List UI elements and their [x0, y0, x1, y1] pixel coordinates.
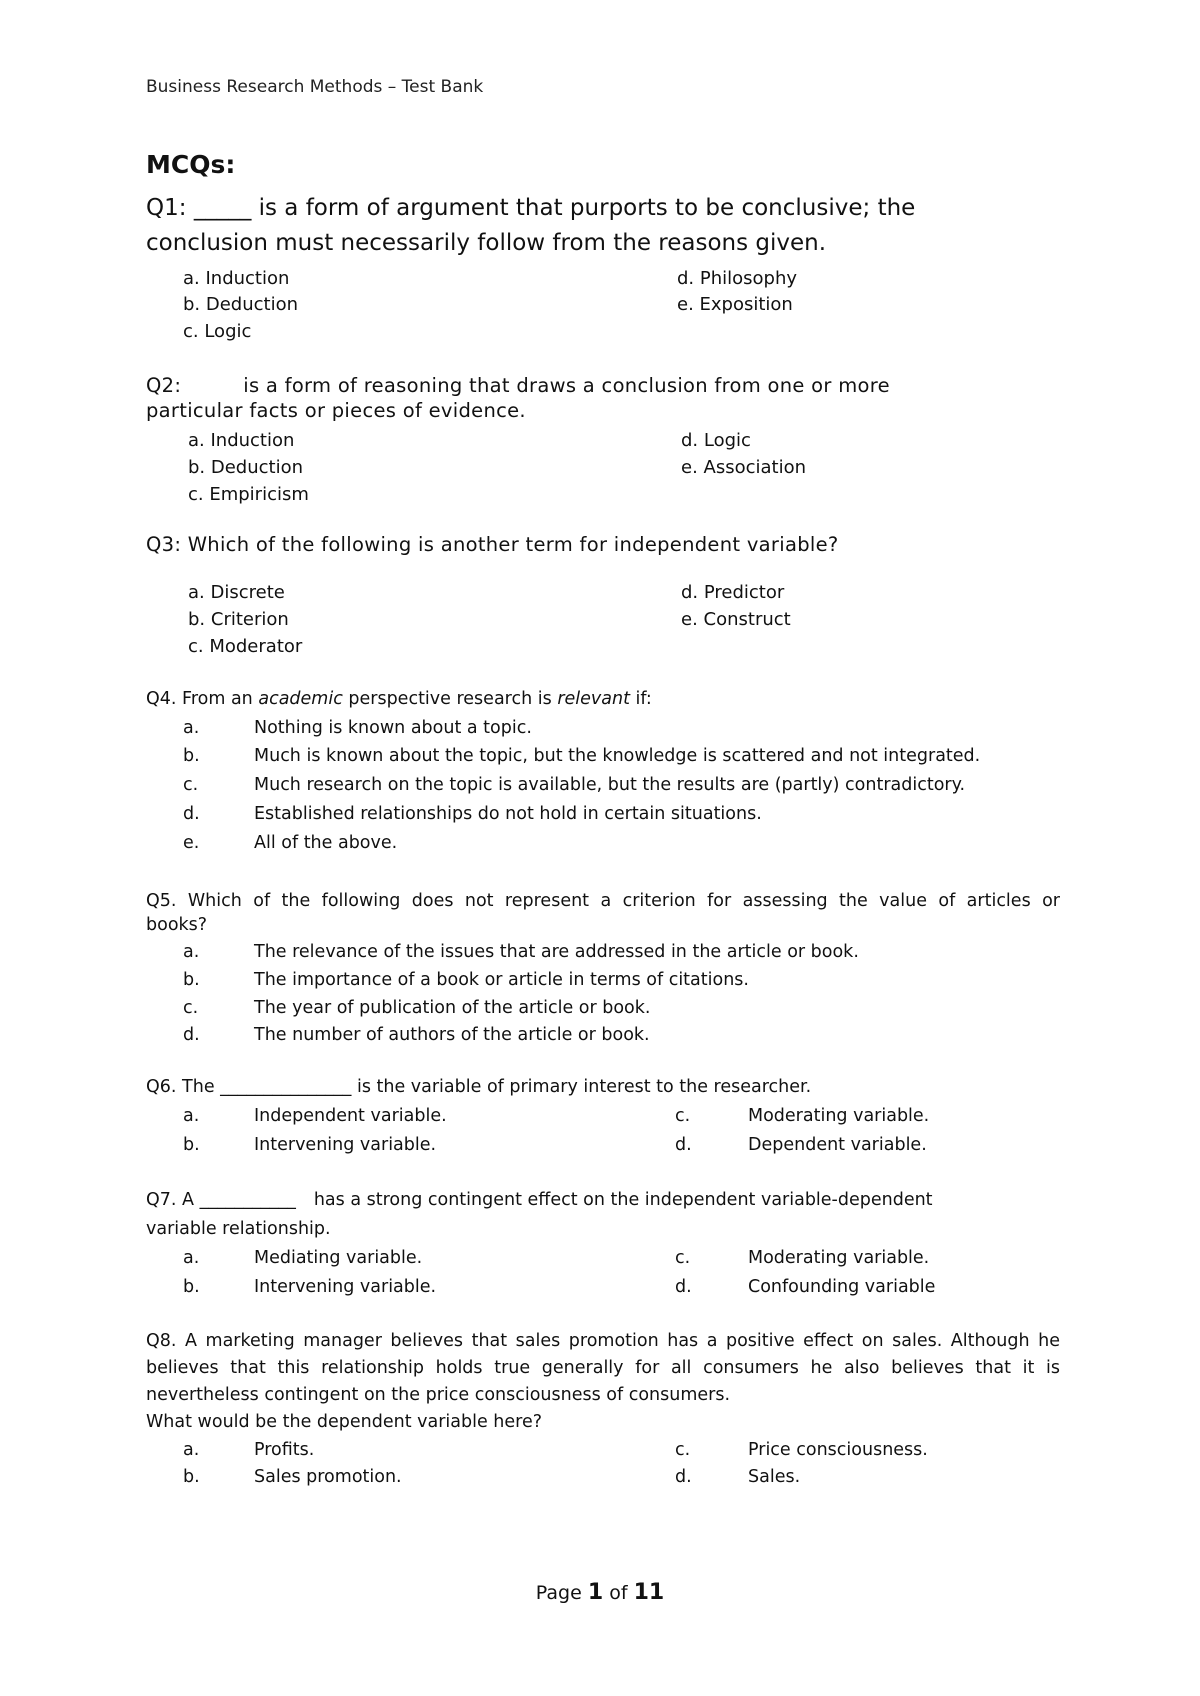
q1-line2: conclusion must necessarily follow from the reasons given.	[146, 230, 827, 256]
footer-page-label: Page	[535, 1582, 582, 1604]
q5-item-a: The relevance of the issues that are addressed in the article or book.	[254, 942, 859, 962]
section-title: MCQs:	[146, 150, 236, 179]
q4-item-a: Nothing is known about a topic.	[254, 718, 532, 738]
question-5: Q5. Which of the following does not represent a criterion for assessing the value of articles or	[146, 891, 1060, 911]
q4-letter-c: c.	[183, 775, 199, 795]
q8-line4: What would be the dependent variable here?	[146, 1412, 543, 1432]
q5-letter-a: a.	[183, 942, 200, 962]
q4-letter-b: b.	[183, 746, 200, 766]
q5-letter-b: b.	[183, 970, 200, 990]
q1-line1: is a form of argument that purports to be conclusive; the	[258, 195, 916, 221]
q8-item-a: Profits.	[254, 1440, 315, 1460]
q6-item-a: Independent variable.	[254, 1106, 447, 1126]
question-4	[146, 689, 652, 709]
q1-option-b: b. Deduction	[183, 294, 299, 315]
q4-letter-e: e.	[183, 833, 200, 853]
q3-option-b: b. Criterion	[188, 609, 289, 630]
question-1	[146, 191, 915, 261]
q4-emphasis-academic: academic	[258, 689, 343, 709]
question-7-line2: variable relationship.	[146, 1219, 331, 1239]
q8-letter-b: b.	[183, 1467, 200, 1487]
q6-letter-b: b.	[183, 1135, 200, 1155]
q2-option-a: a. Induction	[188, 430, 295, 451]
q1-option-e: e. Exposition	[677, 294, 793, 315]
q1-option-d: d. Philosophy	[677, 268, 798, 289]
q2-option-d: d. Logic	[681, 430, 751, 451]
q4-item-b: Much is known about the topic, but the knowledge is scattered and not integrated.	[254, 746, 981, 766]
q3-option-a: a. Discrete	[188, 582, 285, 603]
q1-prefix: Q1:	[146, 195, 187, 221]
q2-line2: particular facts or pieces of evidence.	[146, 399, 526, 422]
q6-letter-a: a.	[183, 1106, 200, 1126]
q5-item-d: The number of authors of the article or book.	[254, 1025, 650, 1045]
question-7	[146, 1190, 933, 1210]
question-3: Q3: Which of the following is another term for independent variable?	[146, 533, 839, 556]
q7-item-b: Intervening variable.	[254, 1277, 437, 1297]
q3-option-e: e. Construct	[681, 609, 791, 630]
q5-letter-c: c.	[183, 998, 199, 1018]
q5-item-b: The importance of a book or article in terms of citations.	[254, 970, 749, 990]
q5-item-c: The year of publication of the article or book.	[254, 998, 651, 1018]
q4-item-d: Established relationships do not hold in certain situations.	[254, 804, 762, 824]
q2-prefix: Q2:	[146, 374, 182, 397]
question-2	[146, 373, 890, 423]
q2-line1: is a form of reasoning that draws a conclusion from one or more	[243, 374, 890, 397]
page-footer	[0, 1580, 1200, 1605]
q8-letter-a: a.	[183, 1440, 200, 1460]
q7-item-a: Mediating variable.	[254, 1248, 423, 1268]
q8-letter-c: c.	[675, 1440, 691, 1460]
q8-item-b: Sales promotion.	[254, 1467, 402, 1487]
q6-item-b: Intervening variable.	[254, 1135, 437, 1155]
q8-line2: believes that this relationship holds true generally for all consumers he also believes that it is	[146, 1358, 1060, 1378]
q6-item-d: Dependent variable.	[748, 1135, 927, 1155]
q3-option-d: d. Predictor	[681, 582, 785, 603]
q8-item-d: Sales.	[748, 1467, 801, 1487]
q7-text-1: Q7. A ___________	[146, 1190, 296, 1210]
q4-text-1: Q4. From an	[146, 689, 259, 709]
q4-letter-d: d.	[183, 804, 200, 824]
q7-letter-b: b.	[183, 1277, 200, 1297]
q7-item-c: Moderating variable.	[748, 1248, 930, 1268]
q2-option-e: e. Association	[681, 457, 807, 478]
q4-emphasis-relevant: relevant	[557, 689, 630, 709]
q4-item-c: Much research on the topic is available, but the results are (partly) contradictory.	[254, 775, 966, 795]
q5-letter-d: d.	[183, 1025, 200, 1045]
q8-line3: nevertheless contingent on the price consciousness of consumers.	[146, 1385, 731, 1405]
q7-item-d: Confounding variable	[748, 1277, 936, 1297]
footer-page-total: 11	[633, 1580, 665, 1605]
q6-letter-c: c.	[675, 1106, 691, 1126]
q2-option-b: b. Deduction	[188, 457, 304, 478]
q4-letter-a: a.	[183, 718, 200, 738]
q4-item-e: All of the above.	[254, 833, 398, 853]
q6-letter-d: d.	[675, 1135, 692, 1155]
q1-option-a: a. Induction	[183, 268, 290, 289]
q7-text-2: has a strong contingent effect on the independent variable-dependent	[313, 1190, 933, 1210]
q4-text-2: perspective research is	[342, 689, 558, 709]
q8-letter-d: d.	[675, 1467, 692, 1487]
question-6: Q6. The _______________ is the variable of primary interest to the researcher.	[146, 1077, 812, 1097]
q1-blank: _____	[193, 195, 252, 221]
question-8	[146, 1328, 1060, 1436]
q7-letter-c: c.	[675, 1248, 691, 1268]
q8-item-c: Price consciousness.	[748, 1440, 928, 1460]
q4-text-3: if:	[629, 689, 652, 709]
q2-option-c: c. Empiricism	[188, 484, 309, 505]
q6-item-c: Moderating variable.	[748, 1106, 930, 1126]
question-5-line2: books?	[146, 915, 208, 935]
running-header: Business Research Methods – Test Bank	[146, 77, 484, 97]
footer-of-label: of	[609, 1582, 628, 1604]
q1-option-c: c. Logic	[183, 321, 252, 342]
q8-line1: Q8. A marketing manager believes that sales promotion has a positive effect on sales. Although he	[146, 1331, 1060, 1351]
q7-letter-d: d.	[675, 1277, 692, 1297]
footer-page-number: 1	[587, 1580, 604, 1605]
q7-letter-a: a.	[183, 1248, 200, 1268]
q3-option-c: c. Moderator	[188, 636, 303, 657]
